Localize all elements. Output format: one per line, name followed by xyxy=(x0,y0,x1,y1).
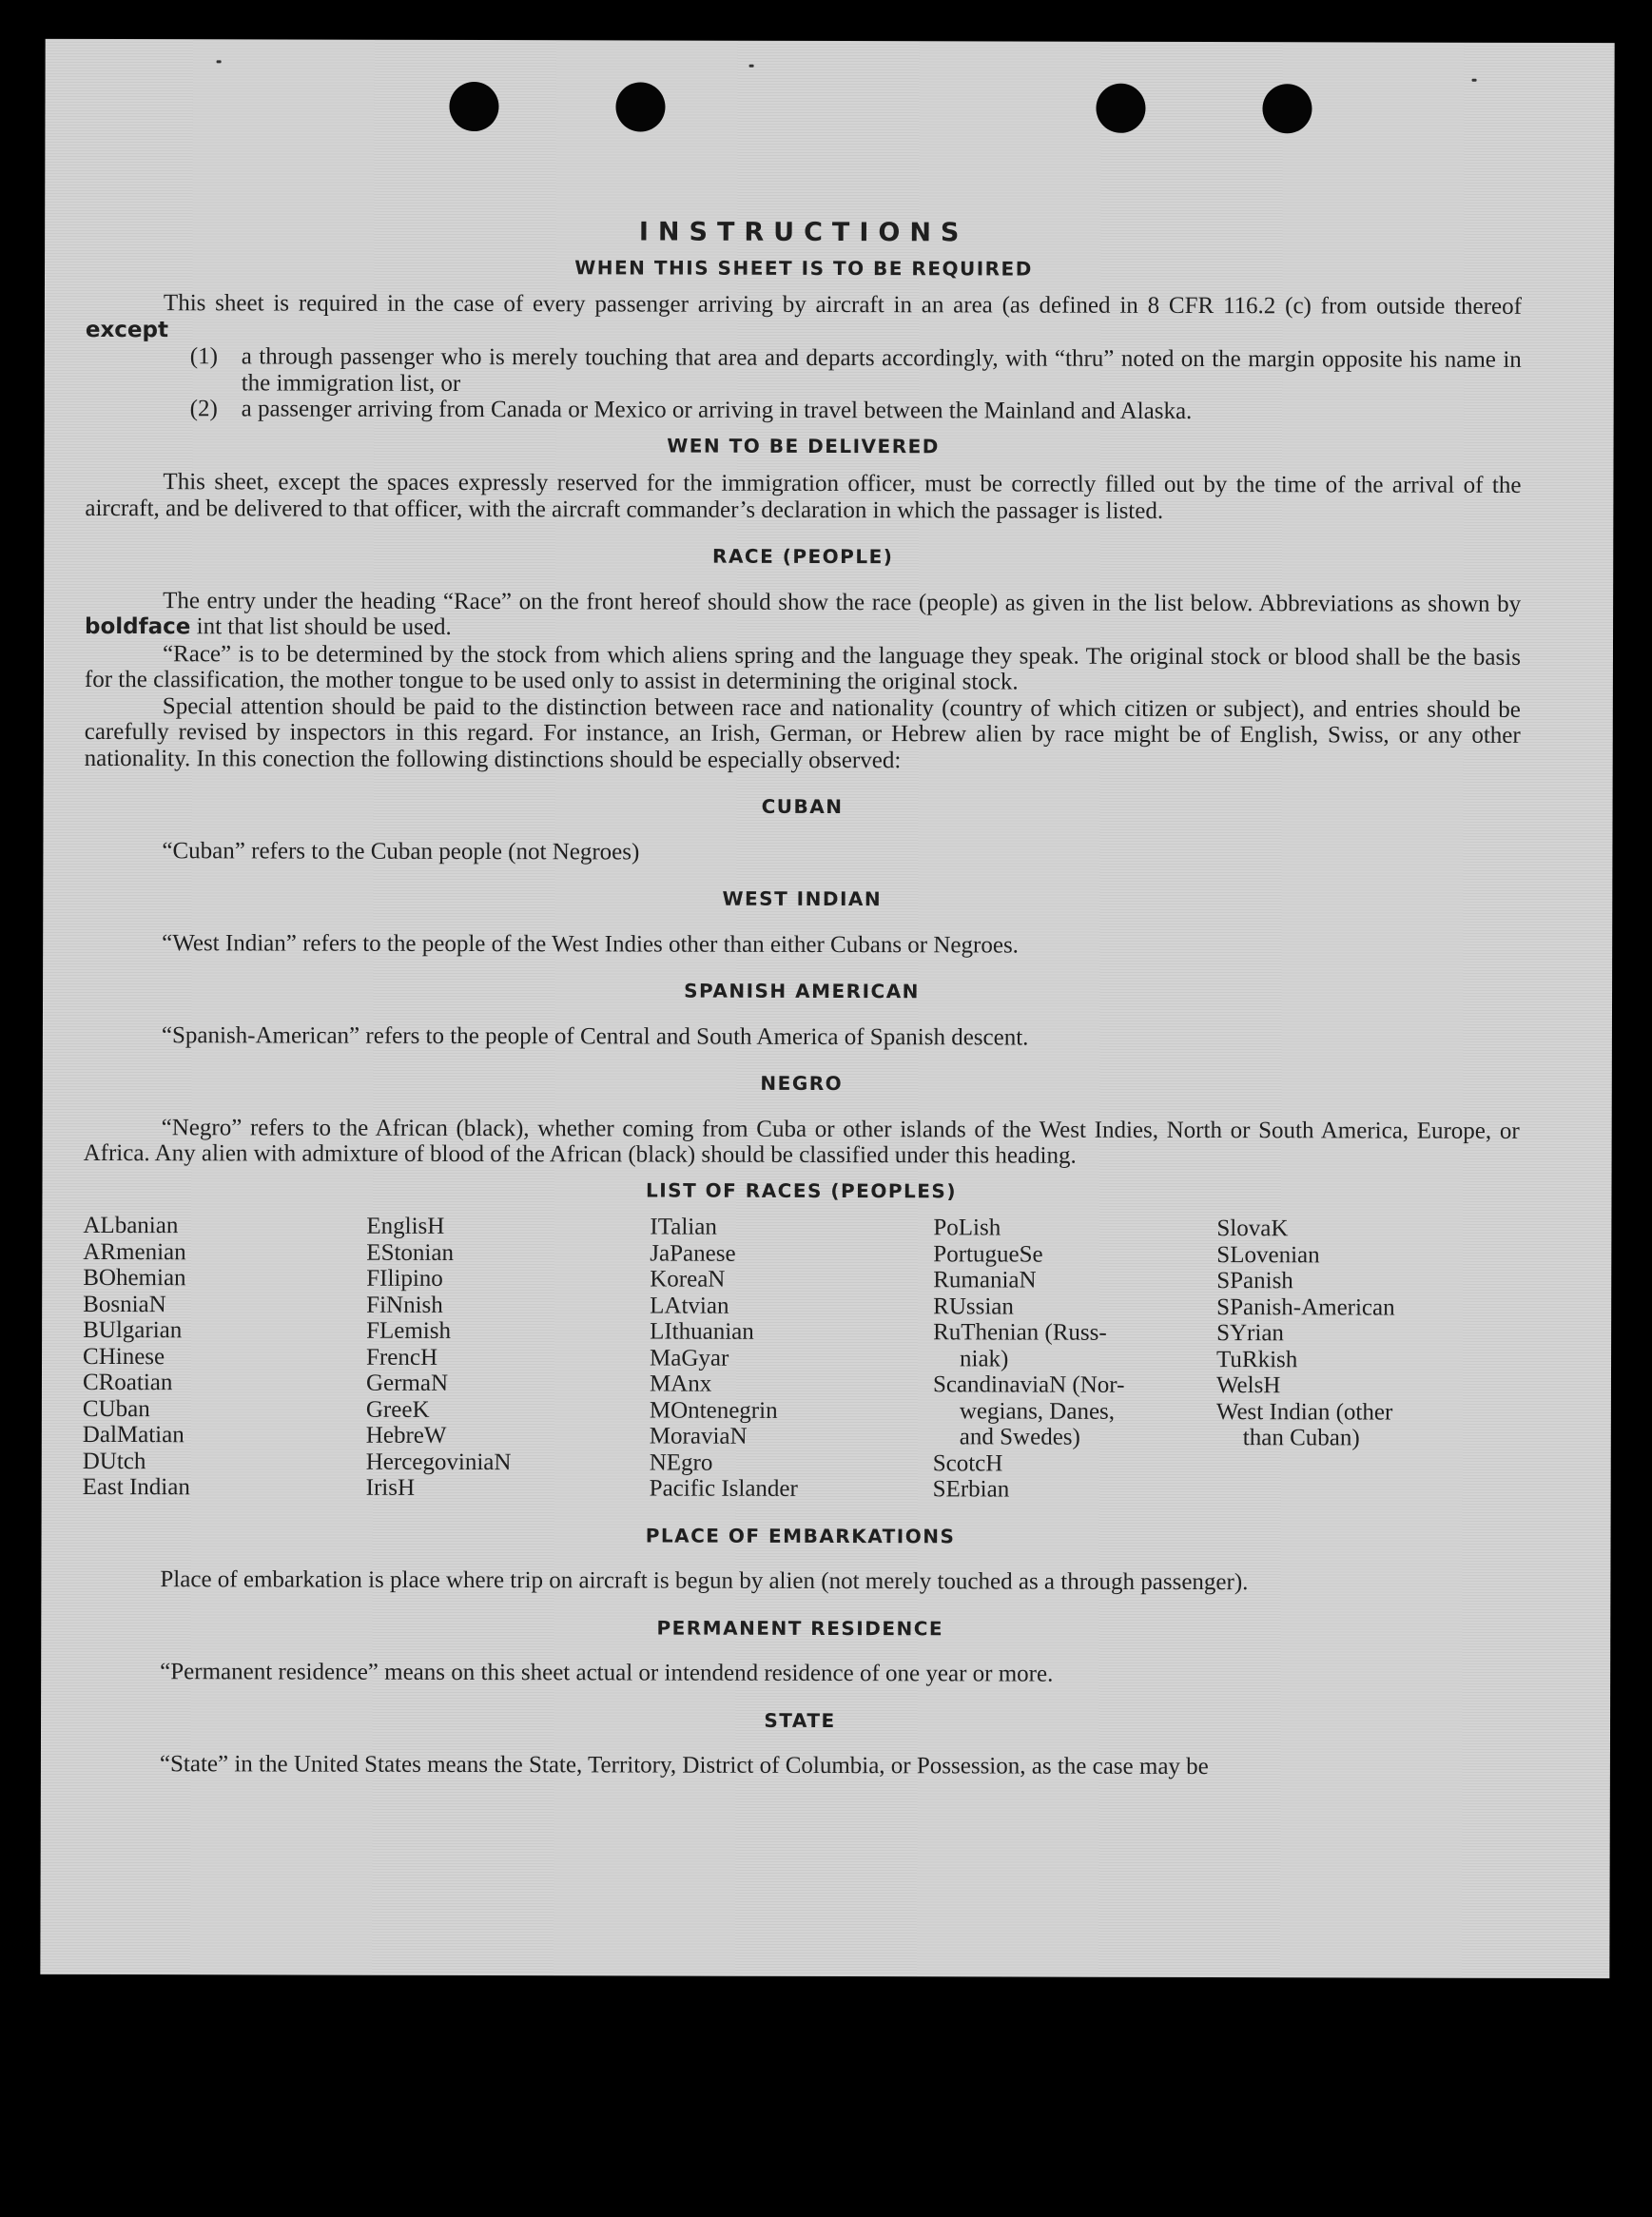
scan-speck xyxy=(749,65,754,68)
race-column xyxy=(1216,1215,1501,1504)
paragraph-race-1: The entry under the heading “Race” on the front hereof should show the race (people) as given in the list below. Abbreviations as shown by boldface int that list should be used. xyxy=(85,587,1522,640)
race-entry: WelsH xyxy=(1215,1372,1281,1399)
race-entry: ScandinaviaN (Nor- xyxy=(932,1371,1125,1398)
race-column xyxy=(650,1215,934,1503)
punch-hole xyxy=(1262,84,1312,133)
race-entry: SYrian xyxy=(1216,1320,1284,1347)
punch-hole xyxy=(1096,84,1145,133)
race-entry: FiNnish xyxy=(366,1292,443,1318)
heading-race: RACE (PEOPLE) xyxy=(712,544,894,569)
list-item: (2) a passenger arriving from Canada or Mexico or arriving in travel between the Mainland and Alaska. xyxy=(189,396,1193,425)
race-entry: ARmenian xyxy=(83,1238,186,1265)
race-entry: niak) xyxy=(960,1345,1009,1371)
heading-spanish-american: SPANISH AMERICAN xyxy=(684,979,920,1003)
race-entry: EnglisH xyxy=(366,1213,445,1239)
race-entry: FIlipino xyxy=(366,1265,443,1292)
paragraph-west-indian: “West Indian” refers to the people of the West Indies other than either Cubans or Negroes. xyxy=(162,929,1019,959)
race-entry: LIthuanian xyxy=(650,1318,754,1345)
instructions-content xyxy=(82,172,1522,1780)
document-sheet xyxy=(40,39,1614,1978)
race-column xyxy=(83,1213,367,1501)
heading-when-delivered: WEN TO BE DELIVERED xyxy=(667,434,940,457)
race-entry: West Indian (other xyxy=(1215,1398,1393,1426)
race-entry: RuThenian (Russ- xyxy=(933,1319,1107,1346)
race-entry: SlovaK xyxy=(1216,1215,1289,1242)
race-entry: ALbanian xyxy=(83,1212,179,1239)
race-entry: CHinese xyxy=(83,1343,165,1370)
race-entry: TuRkish xyxy=(1216,1346,1298,1372)
race-list xyxy=(83,1213,1520,1504)
bold-boldface: boldface xyxy=(85,613,191,640)
punch-hole xyxy=(615,82,665,131)
heading-negro: NEGRO xyxy=(760,1071,844,1096)
race-entry: Pacific Islander xyxy=(649,1475,798,1502)
race-entry: wegians, Danes, xyxy=(959,1397,1116,1425)
race-entry: FrencH xyxy=(366,1344,438,1371)
race-entry: ScotcH xyxy=(932,1449,1003,1476)
race-entry: SPanish-American xyxy=(1216,1293,1395,1321)
exception-list xyxy=(86,343,1522,425)
paragraph-when-delivered: This sheet, except the spaces expressly reserved for the immigration officer, must be correctly filled out by the time of the arrival of the aircraft, and be delivered to that officer, with the aircraft commander’s declaration in which the passager is listed. xyxy=(85,469,1522,524)
heading-list-of-races: LIST OF RACES (PEOPLES) xyxy=(645,1178,958,1202)
race-entry: MaGyar xyxy=(650,1345,729,1371)
paragraph-permanent-residence: “Permanent residence” means on this sheet actual or intendend residence of one year or more. xyxy=(160,1659,1054,1687)
paragraph-negro: “Negro” refers to the African (black), whether coming from Cuba or other islands of the West Indies, North or South America, Europe, or Africa. Any alien with admixture of blood of the African (black) should be classified under this heading. xyxy=(83,1114,1520,1169)
race-column xyxy=(366,1214,651,1502)
race-entry: than Cuban) xyxy=(1242,1425,1360,1451)
heading-west-indian: WEST INDIAN xyxy=(722,886,883,911)
race-entry: PoLish xyxy=(933,1215,1001,1241)
heading-state: STATE xyxy=(764,1708,836,1732)
heading-cuban: CUBAN xyxy=(761,794,844,819)
punch-hole xyxy=(449,82,498,131)
race-entry: LAtvian xyxy=(650,1293,729,1319)
race-entry: SLovenian xyxy=(1216,1241,1320,1268)
race-entry: CRoatian xyxy=(82,1369,173,1396)
paragraph-when-required: This sheet is required in the case of every passenger arriving by aircraft in an area (as defined in 8 CFR 116.2 (c) from outside thereof except xyxy=(85,290,1522,342)
race-entry: JaPanese xyxy=(650,1240,736,1267)
race-entry: BosniaN xyxy=(83,1291,166,1317)
race-entry: RumaniaN xyxy=(933,1267,1037,1293)
race-entry: MoraviaN xyxy=(649,1423,748,1449)
paragraph-embarkation: Place of embarkation is place where trip on aircraft is begun by alien (not merely touched as a through passenger). xyxy=(160,1566,1249,1596)
race-entry: FLemish xyxy=(366,1317,452,1344)
race-entry: MAnx xyxy=(649,1371,712,1397)
scan-speck xyxy=(217,60,222,63)
race-entry: KoreaN xyxy=(650,1266,726,1293)
paragraph-race-2: “Race” is to be determined by the stock from which aliens spring and the language they speak. The original stock or blood shall be the basis for the classification, the mother tongue to be used only to assist in determining the original stock. xyxy=(84,640,1522,695)
paragraph-race-3: Special attention should be paid to the distinction between race and nationality (country of which citizen or subject), and entries should be carefully revised by inspectors in this regard. For instance, an Irish, German, or Hebrew alien by race might be of English, Swiss, or any other nationality. In this conection the following distinctions should be especially observed: xyxy=(84,692,1521,773)
race-entry: CUban xyxy=(82,1395,150,1422)
race-entry: ITalian xyxy=(650,1214,717,1240)
scan-speck xyxy=(1472,79,1477,82)
page-title: INSTRUCTIONS xyxy=(638,217,969,248)
race-entry: DUtch xyxy=(82,1448,146,1474)
race-entry: BUlgarian xyxy=(83,1316,183,1344)
race-entry: PortugueSe xyxy=(933,1240,1043,1268)
paragraph-spanish-american: “Spanish-American” refers to the people of Central and South America of Spanish descent. xyxy=(161,1021,1029,1051)
race-entry: HercegoviniaN xyxy=(365,1449,512,1475)
race-entry: MOntenegrin xyxy=(649,1397,778,1424)
race-entry: East Indian xyxy=(82,1473,190,1501)
race-entry: EStonian xyxy=(366,1239,455,1266)
list-item: (1) a through passenger who is merely touching that area and departs accordingly, with “thru” noted on the margin opposite his name in the immigration list, or xyxy=(189,343,1522,397)
heading-when-required: WHEN THIS SHEET IS TO BE REQUIRED xyxy=(574,255,1033,281)
paragraph-state: “State” in the United States means the State, Territory, District of Columbia, or Possession, as the case may be xyxy=(159,1751,1209,1780)
race-entry: NEgro xyxy=(649,1449,713,1476)
race-entry: RUssian xyxy=(933,1293,1014,1320)
paragraph-cuban: “Cuban” refers to the Cuban people (not Negroes) xyxy=(162,837,640,865)
heading-permanent-residence: PERMANENT RESIDENCE xyxy=(656,1616,944,1640)
race-entry: and Swedes) xyxy=(959,1424,1080,1450)
race-entry: DalMatian xyxy=(82,1421,185,1449)
race-entry: GreeK xyxy=(365,1396,430,1423)
race-entry: GermaN xyxy=(365,1370,449,1396)
race-entry: SPanish xyxy=(1216,1268,1293,1294)
race-entry: SErbian xyxy=(932,1476,1010,1503)
race-entry: BOhemian xyxy=(83,1264,186,1292)
heading-embarkation: PLACE OF EMBARKATIONS xyxy=(645,1524,956,1547)
bold-except: except xyxy=(85,317,169,342)
race-column xyxy=(933,1215,1217,1503)
race-entry: IrisH xyxy=(365,1474,416,1501)
race-entry: HebreW xyxy=(365,1422,447,1449)
